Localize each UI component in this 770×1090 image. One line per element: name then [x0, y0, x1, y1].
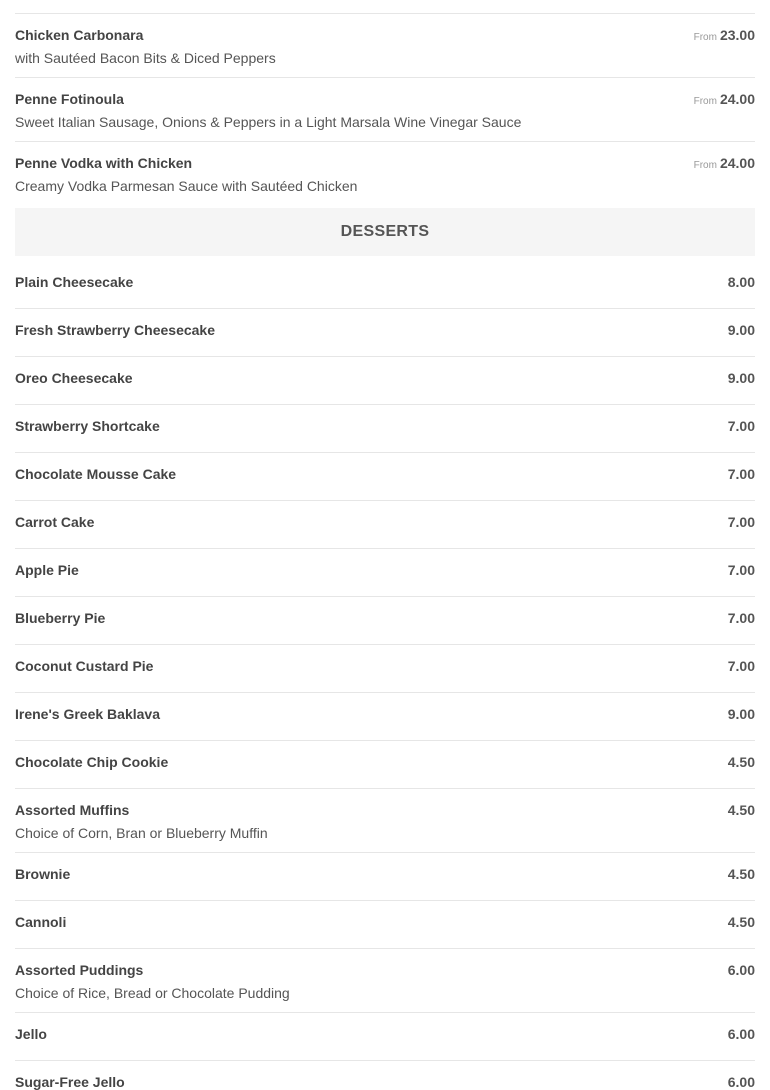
item-price: [694, 91, 755, 110]
item-description: with Sautéed Bacon Bits & Diced Peppers: [15, 50, 276, 66]
item-name: Sugar-Free Jello: [15, 1074, 125, 1090]
item-name: Assorted Puddings: [15, 962, 144, 978]
section-title: DESSERTS: [340, 223, 430, 240]
price-from-label: From: [693, 96, 717, 107]
item-name: Coconut Custard Pie: [15, 658, 154, 674]
item-name: Apple Pie: [15, 562, 79, 578]
price-from-label: From: [693, 160, 717, 171]
menu-item-jello[interactable]: [15, 1013, 755, 1061]
item-price: 4.50: [727, 754, 755, 770]
item-price: 7.00: [727, 610, 755, 626]
menu-item-assorted-muffins[interactable]: [15, 789, 755, 853]
price-value: 24.00: [719, 155, 755, 171]
menu-item-chocolate-chip-cookie[interactable]: [15, 741, 755, 789]
item-name: Oreo Cheesecake: [15, 370, 133, 386]
item-price: 4.50: [727, 802, 755, 818]
menu-item-sugar-free-jello[interactable]: [15, 1061, 755, 1090]
item-name: Plain Cheesecake: [15, 274, 134, 290]
item-name: Carrot Cake: [15, 514, 95, 530]
menu-item-coconut-custard-pie[interactable]: [15, 645, 755, 693]
item-name: Brownie: [15, 866, 71, 882]
item-description: Choice of Corn, Bran or Blueberry Muffin: [15, 825, 268, 841]
item-price: 4.50: [727, 914, 755, 930]
item-description: Creamy Vodka Parmesan Sauce with Sautéed Chicken: [15, 178, 358, 194]
item-price: 7.00: [727, 514, 755, 530]
menu-item-blueberry-pie[interactable]: [15, 597, 755, 645]
item-price: 7.00: [727, 562, 755, 578]
item-price: [694, 155, 755, 174]
item-price: 9.00: [727, 706, 755, 722]
item-name: Chocolate Mousse Cake: [15, 466, 177, 482]
item-price: 9.00: [727, 370, 755, 386]
item-name: Blueberry Pie: [15, 610, 106, 626]
menu-item-carrot-cake[interactable]: [15, 501, 755, 549]
price-from-label: From: [693, 32, 717, 43]
item-name: Penne Vodka with Chicken: [15, 155, 193, 171]
menu-item-apple-pie[interactable]: [15, 549, 755, 597]
menu-item-fresh-strawberry-cheesecake[interactable]: [15, 309, 755, 357]
menu-item-cannoli[interactable]: [15, 901, 755, 949]
item-name: Cannoli: [15, 914, 67, 930]
menu-item-penne-vodka-with-chicken[interactable]: [15, 142, 755, 206]
item-price: 6.00: [727, 1074, 755, 1090]
item-price: 8.00: [727, 274, 755, 290]
menu-item-penne-fotinoula[interactable]: [15, 78, 755, 142]
menu-item-strawberry-shortcake[interactable]: [15, 405, 755, 453]
menu-item-chocolate-mousse-cake[interactable]: [15, 453, 755, 501]
item-price: 9.00: [727, 322, 755, 338]
menu-item-oreo-cheesecake[interactable]: [15, 357, 755, 405]
item-name: Chicken Carbonara: [15, 27, 144, 43]
item-name: Penne Fotinoula: [15, 91, 124, 107]
item-price: 7.00: [727, 466, 755, 482]
item-name: Jello: [15, 1026, 47, 1042]
menu-item-brownie[interactable]: [15, 853, 755, 901]
item-description: Choice of Rice, Bread or Chocolate Pudding: [15, 985, 290, 1001]
item-name: Fresh Strawberry Cheesecake: [15, 322, 215, 338]
item-price: 7.00: [727, 658, 755, 674]
section-header-desserts: [15, 208, 755, 256]
price-value: 23.00: [719, 27, 755, 43]
item-price: 7.00: [727, 418, 755, 434]
item-description: Sweet Italian Sausage, Onions & Peppers in a Light Marsala Wine Vinegar Sauce: [15, 114, 522, 130]
menu-item-assorted-puddings[interactable]: [15, 949, 755, 1013]
item-name: Strawberry Shortcake: [15, 418, 160, 434]
menu-item-chicken-carbonara[interactable]: [15, 14, 755, 78]
item-price: 4.50: [727, 866, 755, 882]
item-name: Irene's Greek Baklava: [15, 706, 160, 722]
item-price: 6.00: [727, 1026, 755, 1042]
menu-item-plain-cheesecake[interactable]: [15, 261, 755, 309]
item-price: 6.00: [727, 962, 755, 978]
item-name: Chocolate Chip Cookie: [15, 754, 169, 770]
menu-item-irenes-greek-baklava[interactable]: [15, 693, 755, 741]
price-value: 24.00: [719, 91, 755, 107]
item-name: Assorted Muffins: [15, 802, 130, 818]
item-price: [694, 27, 755, 46]
